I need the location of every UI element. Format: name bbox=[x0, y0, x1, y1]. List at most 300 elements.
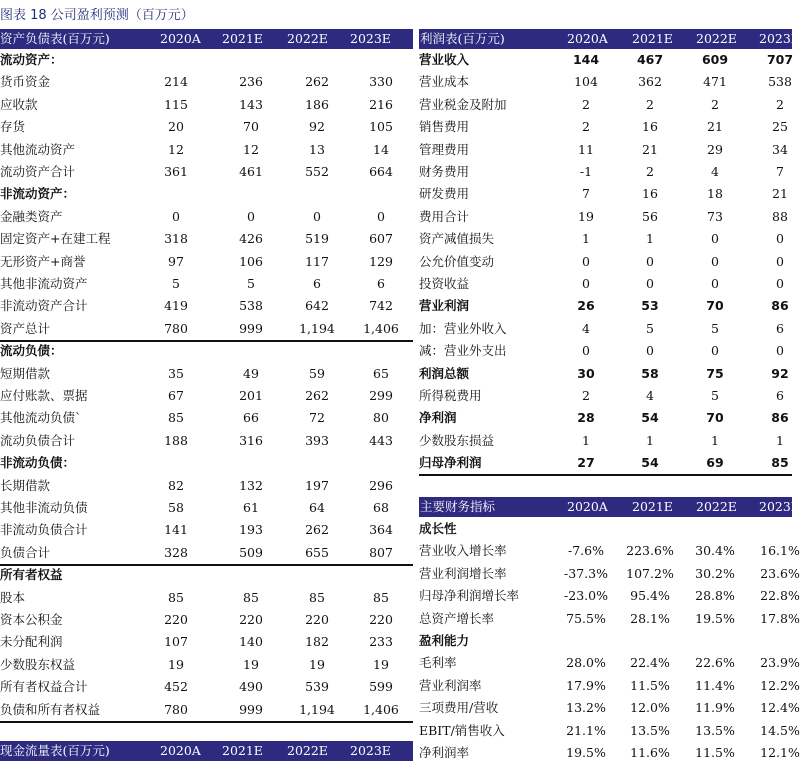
cell-value: 28.0% bbox=[566, 655, 606, 670]
table-row bbox=[419, 697, 800, 719]
header-title: 主要财务指标 bbox=[420, 499, 496, 514]
cell-value: 85 bbox=[243, 590, 259, 605]
cell-value: 5 bbox=[646, 321, 654, 336]
cell-value: 49 bbox=[243, 366, 259, 381]
cell-value: 12.2% bbox=[760, 678, 800, 693]
cell-value: 1 bbox=[646, 433, 654, 448]
cell-value: 471 bbox=[703, 74, 727, 89]
cell-value: 21 bbox=[642, 142, 658, 157]
table-row bbox=[0, 609, 413, 631]
cell-value: 426 bbox=[239, 231, 263, 246]
header-year: 2023E bbox=[350, 31, 391, 46]
header-year: 2021E bbox=[222, 743, 263, 758]
cell-value: 6 bbox=[377, 276, 385, 291]
cell-value: 461 bbox=[239, 164, 263, 179]
cell-value: -1 bbox=[579, 164, 593, 179]
table-row bbox=[0, 497, 413, 519]
row-label: 所得税费用 bbox=[419, 388, 482, 403]
cell-value: 11 bbox=[578, 142, 594, 157]
row-label: 营业收入 bbox=[419, 52, 470, 67]
table-row bbox=[419, 540, 800, 562]
table-row bbox=[419, 585, 800, 607]
cell-value: 54 bbox=[641, 455, 659, 470]
row-label: 非流动资产： bbox=[0, 186, 76, 201]
cell-value: 607 bbox=[369, 231, 393, 246]
cell-value: 75 bbox=[706, 366, 724, 381]
cell-value: 1 bbox=[776, 433, 784, 448]
cell-value: 80 bbox=[373, 410, 389, 425]
cell-value: 214 bbox=[164, 74, 188, 89]
table-row bbox=[0, 340, 413, 362]
cell-value: 490 bbox=[239, 679, 263, 694]
cell-value: 30.2% bbox=[695, 566, 735, 581]
row-label: 利润总额 bbox=[419, 366, 470, 381]
table-row bbox=[0, 116, 413, 138]
row-label: 加：营业外收入 bbox=[419, 321, 507, 336]
cell-value: 82 bbox=[168, 478, 184, 493]
cell-value: 707 bbox=[766, 52, 794, 67]
cell-value: 780 bbox=[164, 321, 188, 336]
cell-value: 197 bbox=[305, 478, 329, 493]
cell-value: 144 bbox=[572, 52, 600, 67]
cell-value: 262 bbox=[305, 74, 329, 89]
cell-value: 6 bbox=[776, 388, 784, 403]
cell-value: 104 bbox=[574, 74, 598, 89]
cell-value: 65 bbox=[373, 366, 389, 381]
cell-value: 361 bbox=[164, 164, 188, 179]
cell-value: 262 bbox=[305, 388, 329, 403]
cell-value: 22.6% bbox=[695, 655, 735, 670]
cell-value: 14.5% bbox=[760, 723, 800, 738]
table-header bbox=[419, 29, 800, 49]
table-row bbox=[419, 563, 800, 585]
row-label: 金融类资产 bbox=[0, 209, 63, 224]
header-year: 2022E bbox=[696, 499, 737, 514]
table-row bbox=[0, 251, 413, 273]
table-row bbox=[419, 206, 792, 228]
table-row bbox=[0, 676, 413, 698]
cell-value: 220 bbox=[369, 612, 393, 627]
balance-sheet-table bbox=[0, 29, 413, 719]
cell-value: 2 bbox=[646, 97, 654, 112]
cell-value: 85 bbox=[309, 590, 325, 605]
row-label: 非流动负债合计 bbox=[0, 522, 88, 537]
table-row bbox=[0, 273, 413, 295]
cell-value: 0 bbox=[776, 254, 784, 269]
cell-value: -23.0% bbox=[564, 588, 608, 603]
table-row bbox=[0, 71, 413, 93]
row-label: 流动负债： bbox=[0, 343, 63, 358]
cell-value: 0 bbox=[582, 254, 590, 269]
row-label: 成长性 bbox=[419, 521, 457, 536]
cell-value: 21 bbox=[772, 186, 788, 201]
cell-value: 30.4% bbox=[695, 543, 735, 558]
cell-value: 0 bbox=[711, 254, 719, 269]
table-row bbox=[419, 363, 792, 385]
cell-value: 539 bbox=[305, 679, 329, 694]
cell-value: 328 bbox=[164, 545, 188, 560]
table-row bbox=[0, 228, 413, 250]
cell-value: 11.5% bbox=[695, 745, 735, 760]
row-label: 流动资产合计 bbox=[0, 164, 76, 179]
cell-value: 11.6% bbox=[630, 745, 670, 760]
cell-value: 7 bbox=[582, 186, 590, 201]
cell-value: 12 bbox=[168, 142, 184, 157]
row-label: 营业收入增长率 bbox=[419, 543, 507, 558]
cell-value: 61 bbox=[243, 500, 259, 515]
cell-value: 186 bbox=[305, 97, 329, 112]
cell-value: 140 bbox=[239, 634, 263, 649]
cell-value: 13.5% bbox=[695, 723, 735, 738]
cell-value: 223.6% bbox=[626, 543, 674, 558]
cell-value: 362 bbox=[638, 74, 662, 89]
cell-value: 6 bbox=[313, 276, 321, 291]
table-row bbox=[0, 139, 413, 161]
cell-value: 599 bbox=[369, 679, 393, 694]
cell-value: 299 bbox=[369, 388, 393, 403]
row-label: 归母净利润 bbox=[419, 455, 482, 470]
cell-value: 1 bbox=[582, 231, 590, 246]
table-row bbox=[0, 430, 413, 452]
row-label: 未分配利润 bbox=[0, 634, 63, 649]
table-row bbox=[419, 608, 800, 630]
cell-value: 85 bbox=[373, 590, 389, 605]
cell-value: 28.8% bbox=[695, 588, 735, 603]
cell-value: 23.9% bbox=[760, 655, 800, 670]
header-year: 2021E bbox=[632, 499, 673, 514]
row-label: 营业税金及附加 bbox=[419, 97, 507, 112]
header-year: 2023E bbox=[759, 499, 800, 514]
cell-value: 780 bbox=[164, 702, 188, 717]
header-year: 2021E bbox=[632, 31, 673, 46]
cell-value: 30 bbox=[577, 366, 595, 381]
table-row bbox=[0, 654, 413, 676]
cell-value: 28.1% bbox=[630, 611, 670, 626]
row-label: 固定资产+在建工程 bbox=[0, 231, 111, 246]
cell-value: 86 bbox=[771, 298, 789, 313]
cell-value: 655 bbox=[305, 545, 329, 560]
cell-value: 452 bbox=[164, 679, 188, 694]
header-year: 2020A bbox=[160, 31, 201, 46]
cell-value: 21.1% bbox=[566, 723, 606, 738]
table-row bbox=[419, 720, 800, 742]
table-row bbox=[419, 407, 792, 429]
header-title: 资产负债表(百万元) bbox=[0, 31, 110, 46]
row-label: 少数股东损益 bbox=[419, 433, 495, 448]
cell-value: 12.1% bbox=[760, 745, 800, 760]
cell-value: 393 bbox=[305, 433, 329, 448]
header-year: 2020A bbox=[160, 743, 201, 758]
cell-value: 141 bbox=[164, 522, 188, 537]
cell-value: 16.1% bbox=[760, 543, 800, 558]
cell-value: 609 bbox=[701, 52, 729, 67]
table-row bbox=[419, 183, 792, 205]
row-label: 净利润率 bbox=[419, 745, 470, 760]
cell-value: 66 bbox=[243, 410, 259, 425]
cell-value: 467 bbox=[636, 52, 664, 67]
cell-value: 0 bbox=[776, 276, 784, 291]
header-year: 2020A bbox=[567, 499, 608, 514]
row-label: 少数股东权益 bbox=[0, 657, 76, 672]
cell-value: 6 bbox=[776, 321, 784, 336]
cell-value: 14 bbox=[373, 142, 389, 157]
table-row bbox=[0, 295, 413, 317]
cell-value: 443 bbox=[369, 433, 393, 448]
header-year: 2022E bbox=[696, 31, 737, 46]
header-year: 2023E bbox=[759, 31, 800, 46]
cell-value: 262 bbox=[305, 522, 329, 537]
cell-value: 19.5% bbox=[566, 745, 606, 760]
cell-value: 0 bbox=[313, 209, 321, 224]
cell-value: 95.4% bbox=[630, 588, 670, 603]
cell-value: 1 bbox=[582, 433, 590, 448]
row-label: 销售费用 bbox=[419, 119, 470, 134]
table-row bbox=[0, 363, 413, 385]
cell-value: 642 bbox=[305, 298, 329, 313]
table-row bbox=[0, 183, 413, 205]
cell-value: 12 bbox=[243, 142, 259, 157]
cell-value: 538 bbox=[768, 74, 792, 89]
cell-value: 19 bbox=[578, 209, 594, 224]
row-label: 资产减值损失 bbox=[419, 231, 495, 246]
table-row bbox=[419, 652, 800, 674]
cell-value: 92 bbox=[771, 366, 789, 381]
row-label: 营业成本 bbox=[419, 74, 470, 89]
row-label: 净利润 bbox=[419, 410, 457, 425]
cell-value: 67 bbox=[168, 388, 184, 403]
row-label: 投资收益 bbox=[419, 276, 470, 291]
row-label: 非流动资产合计 bbox=[0, 298, 88, 313]
table-row bbox=[0, 94, 413, 116]
table-row bbox=[0, 564, 413, 586]
table-header bbox=[0, 741, 413, 761]
table-row bbox=[0, 385, 413, 407]
cell-value: 11.4% bbox=[695, 678, 735, 693]
cell-value: 69 bbox=[706, 455, 724, 470]
cell-value: 999 bbox=[239, 702, 263, 717]
cell-value: 54 bbox=[641, 410, 659, 425]
cell-value: 132 bbox=[239, 478, 263, 493]
table-row bbox=[0, 161, 413, 183]
row-label: 财务费用 bbox=[419, 164, 470, 179]
table-row bbox=[419, 452, 792, 476]
income-statement-table bbox=[419, 29, 800, 479]
cell-value: 25 bbox=[772, 119, 788, 134]
row-label: 减：营业外支出 bbox=[419, 343, 507, 358]
cell-value: 4 bbox=[711, 164, 719, 179]
table-row bbox=[0, 475, 413, 497]
cell-value: 115 bbox=[164, 97, 188, 112]
table-row bbox=[419, 251, 792, 273]
cell-value: 20 bbox=[168, 119, 184, 134]
cell-value: -37.3% bbox=[564, 566, 608, 581]
cell-value: 216 bbox=[369, 97, 393, 112]
cell-value: 0 bbox=[377, 209, 385, 224]
cell-value: 999 bbox=[239, 321, 263, 336]
cell-value: 0 bbox=[646, 254, 654, 269]
table-row bbox=[419, 340, 792, 362]
row-label: 非流动负债： bbox=[0, 455, 76, 470]
cell-value: 117 bbox=[305, 254, 329, 269]
figure-title: 图表 18 公司盈利预测（百万元） bbox=[0, 8, 194, 23]
cell-value: 16 bbox=[642, 119, 658, 134]
cell-value: 11.9% bbox=[695, 700, 735, 715]
table-header bbox=[0, 29, 413, 49]
cell-value: 5 bbox=[172, 276, 180, 291]
cell-value: 296 bbox=[369, 478, 393, 493]
table-row bbox=[0, 587, 413, 609]
cell-value: 72 bbox=[309, 410, 325, 425]
row-label: 其他非流动负债 bbox=[0, 500, 88, 515]
header-year: 2021E bbox=[222, 31, 263, 46]
cell-value: 316 bbox=[239, 433, 263, 448]
row-label: 管理费用 bbox=[419, 142, 470, 157]
table-row bbox=[419, 385, 792, 407]
cell-value: 53 bbox=[641, 298, 659, 313]
table-row bbox=[0, 407, 413, 429]
table-row bbox=[0, 206, 413, 228]
cell-value: 0 bbox=[711, 231, 719, 246]
row-label: 盈利能力 bbox=[419, 633, 470, 648]
cell-value: 188 bbox=[164, 433, 188, 448]
row-label: 三项费用/营收 bbox=[419, 700, 499, 715]
cell-value: 1,406 bbox=[363, 321, 399, 336]
table-row bbox=[419, 295, 792, 317]
cell-value: 58 bbox=[168, 500, 184, 515]
table-row bbox=[419, 116, 792, 138]
cell-value: 4 bbox=[646, 388, 654, 403]
cell-value: 35 bbox=[168, 366, 184, 381]
cell-value: 11.5% bbox=[630, 678, 670, 693]
cell-value: 1,406 bbox=[363, 702, 399, 717]
cell-value: 85 bbox=[771, 455, 789, 470]
cell-value: 70 bbox=[706, 410, 724, 425]
cell-value: 86 bbox=[771, 410, 789, 425]
row-label: 营业利润增长率 bbox=[419, 566, 507, 581]
cell-value: 19 bbox=[168, 657, 184, 672]
cell-value: 0 bbox=[711, 343, 719, 358]
row-label: 所有者权益合计 bbox=[0, 679, 88, 694]
cell-value: 70 bbox=[706, 298, 724, 313]
row-label: 短期借款 bbox=[0, 366, 51, 381]
cell-value: 364 bbox=[369, 522, 393, 537]
table-row bbox=[419, 94, 792, 116]
cell-value: 0 bbox=[247, 209, 255, 224]
cell-value: 106 bbox=[239, 254, 263, 269]
row-label: 流动负债合计 bbox=[0, 433, 76, 448]
table-row bbox=[0, 542, 413, 566]
table-row bbox=[0, 519, 413, 541]
cell-value: 2 bbox=[776, 97, 784, 112]
cell-value: 27 bbox=[577, 455, 595, 470]
cell-value: 70 bbox=[243, 119, 259, 134]
row-label: 股本 bbox=[0, 590, 26, 605]
row-label: 长期借款 bbox=[0, 478, 51, 493]
cell-value: 552 bbox=[305, 164, 329, 179]
header-title: 利润表(百万元) bbox=[420, 31, 505, 46]
header-year: 2023E bbox=[350, 743, 391, 758]
row-label: 费用合计 bbox=[419, 209, 470, 224]
cash-flow-table bbox=[0, 741, 413, 761]
cell-value: 5 bbox=[247, 276, 255, 291]
cell-value: 105 bbox=[369, 119, 393, 134]
cell-value: 12.4% bbox=[760, 700, 800, 715]
cell-value: 0 bbox=[646, 343, 654, 358]
cell-value: 85 bbox=[168, 590, 184, 605]
cell-value: 1 bbox=[646, 231, 654, 246]
cell-value: 64 bbox=[309, 500, 325, 515]
cell-value: 2 bbox=[646, 164, 654, 179]
header-year: 2022E bbox=[287, 31, 328, 46]
cell-value: 16 bbox=[642, 186, 658, 201]
row-label: 其他流动负债` bbox=[0, 410, 82, 425]
cell-value: 17.9% bbox=[566, 678, 606, 693]
cell-value: 220 bbox=[239, 612, 263, 627]
row-label: 流动资产： bbox=[0, 52, 63, 67]
row-label: 营业利润 bbox=[419, 298, 470, 313]
table-row bbox=[419, 318, 792, 340]
cell-value: 59 bbox=[309, 366, 325, 381]
cell-value: 0 bbox=[582, 343, 590, 358]
cell-value: 2 bbox=[582, 97, 590, 112]
row-label: 应收款 bbox=[0, 97, 38, 112]
cell-value: 97 bbox=[168, 254, 184, 269]
cell-value: 233 bbox=[369, 634, 393, 649]
header-year: 2022E bbox=[287, 743, 328, 758]
row-label: 归母净利润增长率 bbox=[419, 588, 520, 603]
row-label: 无形资产+商誉 bbox=[0, 254, 86, 269]
cell-value: 664 bbox=[369, 164, 393, 179]
row-label: 毛利率 bbox=[419, 655, 457, 670]
cell-value: 19 bbox=[373, 657, 389, 672]
cell-value: 220 bbox=[164, 612, 188, 627]
table-row bbox=[419, 228, 792, 250]
table-row bbox=[419, 71, 792, 93]
cell-value: 107 bbox=[164, 634, 188, 649]
cell-value: 0 bbox=[776, 231, 784, 246]
row-label: 负债和所有者权益 bbox=[0, 702, 101, 717]
table-row bbox=[419, 49, 792, 71]
row-label: 其他流动资产 bbox=[0, 142, 76, 157]
cell-value: 21 bbox=[707, 119, 723, 134]
cell-value: 13 bbox=[309, 142, 325, 157]
cell-value: 68 bbox=[373, 500, 389, 515]
row-label: 资产总计 bbox=[0, 321, 51, 336]
cell-value: 75.5% bbox=[566, 611, 606, 626]
cell-value: 143 bbox=[239, 97, 263, 112]
cell-value: 2 bbox=[582, 388, 590, 403]
table-row bbox=[419, 675, 800, 697]
cell-value: 22.8% bbox=[760, 588, 800, 603]
cell-value: 56 bbox=[642, 209, 658, 224]
row-label: 其他非流动资产 bbox=[0, 276, 88, 291]
cell-value: 13.2% bbox=[566, 700, 606, 715]
cell-value: 19 bbox=[309, 657, 325, 672]
cell-value: 19.5% bbox=[695, 611, 735, 626]
table-row bbox=[419, 630, 792, 652]
cell-value: 19 bbox=[243, 657, 259, 672]
cell-value: 2 bbox=[711, 97, 719, 112]
cell-value: 193 bbox=[239, 522, 263, 537]
cell-value: 330 bbox=[369, 74, 393, 89]
cell-value: 419 bbox=[164, 298, 188, 313]
table-row bbox=[0, 699, 413, 723]
row-label: EBIT/销售收入 bbox=[419, 723, 505, 738]
cell-value: 26 bbox=[577, 298, 595, 313]
table-row bbox=[419, 273, 792, 295]
cell-value: 509 bbox=[239, 545, 263, 560]
table-row bbox=[0, 318, 413, 342]
